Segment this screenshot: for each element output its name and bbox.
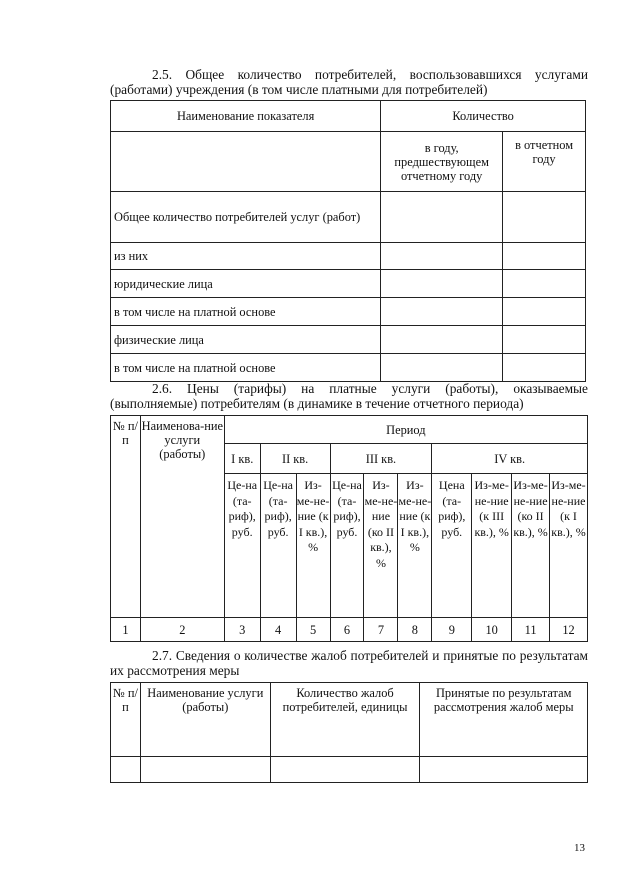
row-individuals-paid: в том числе на платной основе [111,354,381,382]
column-number: 10 [472,618,512,642]
header-reporting-year: в отчетном году [503,132,586,192]
section-2-5-heading: 2.5. Общее количество потребителей, воспользовавшихся услугами (работами) учреждения (в том числе платными для потребителей) [110,67,588,97]
header-indicator-name: Наименование показателя [111,101,381,132]
q4-change-vs-q2: Из-ме-не-ние (ко II кв.), % [512,474,550,618]
column-number: 4 [260,618,296,642]
column-number: 9 [432,618,472,642]
header-q3: III кв. [330,444,432,474]
header-period: Период [224,416,587,444]
value-cell [503,243,586,270]
header-q4: IV кв. [432,444,588,474]
value-cell [381,298,503,326]
column-number: 8 [398,618,432,642]
q4-change-vs-q3: Из-ме-не-ние (к III кв.), % [472,474,512,618]
value-cell [503,192,586,243]
header-previous-year: в году, предшествующем отчетному году [381,132,503,192]
header-quantity: Количество [381,101,586,132]
page-number: 13 [574,842,585,854]
row-individuals: физические лица [111,326,381,354]
q4-change-vs-q1: Из-ме-не-ние (к I кв.), % [550,474,588,618]
value-cell [140,757,270,783]
q4-price: Цена (та-риф), руб. [432,474,472,618]
q3-price: Це-на (та-риф), руб. [330,474,364,618]
header-complaints-count: Количество жалоб потребителей, единицы [270,683,420,757]
row-legal-entities: юридические лица [111,270,381,298]
section-2-6-heading: 2.6. Цены (тарифы) на платные услуги (работы), оказываемые (выполняемые) потребителям (в динамике в течение отчетного периода) [110,381,588,411]
q3-change-vs-q2: Из-ме-не-ние (ко II кв.), % [364,474,398,618]
q2-price: Це-на (та-риф), руб. [260,474,296,618]
complaints-table [110,682,588,783]
value-cell [381,270,503,298]
header-service-name: Наименование услуги (работы) [140,683,270,757]
consumers-table [110,100,586,382]
row-total-consumers: Общее количество потребителей услуг (работ) [111,192,381,243]
value-cell [503,270,586,298]
value-cell [503,354,586,382]
column-number: 6 [330,618,364,642]
value-cell [111,757,141,783]
column-number: 5 [296,618,330,642]
value-cell [270,757,420,783]
header-q2: II кв. [260,444,330,474]
column-number: 3 [224,618,260,642]
header-measures-taken: Принятые по результатам рассмотрения жалоб меры [420,683,588,757]
value-cell [381,243,503,270]
column-number: 12 [550,618,588,642]
column-number: 7 [364,618,398,642]
column-number: 2 [140,618,224,642]
row-of-them: из них [111,243,381,270]
value-cell [420,757,588,783]
value-cell [381,326,503,354]
prices-table [110,415,588,642]
header-empty-cell [111,132,381,192]
q3-change-vs-q1: Из-ме-не-ние (к I кв.), % [398,474,432,618]
q1-price: Це-на (та-риф), руб. [224,474,260,618]
q2-change-vs-q1: Из-ме-не-ние (к I кв.), % [296,474,330,618]
header-q1: I кв. [224,444,260,474]
section-2-7-heading: 2.7. Сведения о количестве жалоб потребителей и принятые по результатам их рассмотрения меры [110,648,588,678]
row-legal-paid: в том числе на платной основе [111,298,381,326]
value-cell [381,354,503,382]
value-cell [503,298,586,326]
value-cell [381,192,503,243]
value-cell [503,326,586,354]
header-service-name: Наименова-ние услуги (работы) [140,416,224,618]
header-number: № п/п [111,416,141,618]
header-number: № п/п [111,683,141,757]
column-number: 1 [111,618,141,642]
column-number: 11 [512,618,550,642]
